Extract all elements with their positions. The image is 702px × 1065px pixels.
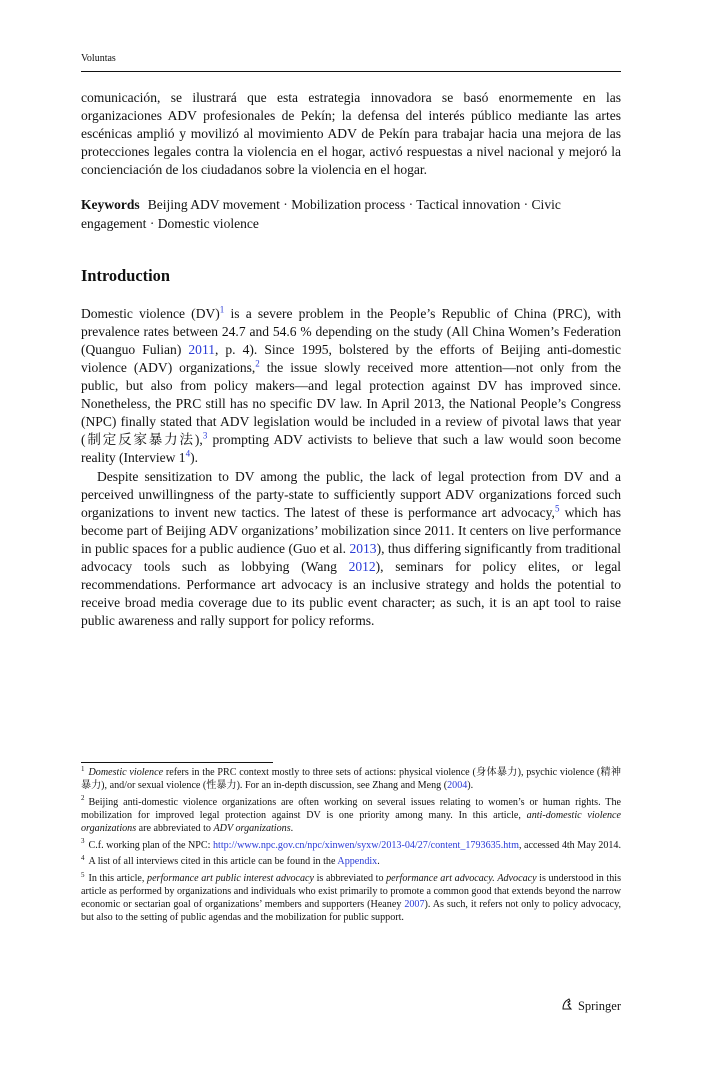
text-run: Beijing anti-domestic violence organizations are often working on several issues relating to women’s or human rights. The mobilization for improved legal protection against DV is one priority among many. In this article, [81,796,621,821]
citation-link[interactable]: 2012 [348,558,376,574]
text-run: refers in the PRC context mostly to three sets of actions: physical violence (身体暴力), psychic violence (精神暴力), and/or sexual violence (性暴力). For an in-depth discussion, see Zhang and Meng ( [81,767,621,791]
text-run: . [290,822,294,834]
paragraph-2 [81,468,621,631]
text-run: performance art advocacy. [386,873,495,885]
footnote-number: 2 [81,794,85,803]
springer-horse-icon [560,997,574,1015]
citation-link[interactable]: 2007 [404,899,425,911]
footnote-number: 5 [81,870,85,879]
footnote-number: 1 [81,764,85,773]
text-run: Domestic violence [88,767,164,778]
running-header: Voluntas [81,53,116,64]
footnote-2 [81,794,621,836]
footnote-ref-2[interactable]: 2 [255,358,260,369]
footnote-5 [81,870,621,925]
keywords-label: Keywords [81,197,140,213]
text-run: the issue slowly received more attention—not only from the public, but also from policy makers—and legal protection against DV has improved since. Nonetheless, the PRC still has no specific DV law. In April 2013, the National People’s Congress (NPC) finally stated that ADV legislation would be included in a review of pivotal laws that year (制定反家暴力法), [81,359,622,448]
header-rule [81,71,621,72]
publisher-name: Springer [577,998,621,1013]
footnote-ref-1[interactable]: 1 [219,304,225,315]
footnote-ref-4[interactable]: 4 [185,448,191,459]
footnote-4 [81,856,621,869]
text-run: is a severe problem in the People’s Republic of China (PRC), with prevalence rates between 24.7 and 54.6 % depending on the study (All China Women’s Federation (Quanguo Fulian) [81,305,621,357]
text-run: is abbreviated to [314,873,387,885]
citation-link[interactable]: 2004 [447,779,468,791]
appendix-link[interactable]: Appendix [337,856,378,868]
text-run: ). [467,779,474,791]
text-run: ), thus differing significantly from traditional advocacy tools such as lobbying (Wang [81,540,621,574]
text-run: , accessed 4th May 2014. [518,839,621,851]
text-run: ). [190,450,198,466]
paragraph-1 [81,305,621,468]
keywords [81,196,621,232]
section-title: Introduction [81,265,170,285]
publisher-logo [560,997,621,1015]
footnote-3 [81,837,621,853]
abstract-tail: comunicación, se ilustrará que esta estrategia innovadora se basó enormemente en las organizaciones ADV profesionales de Pekín; la defensa del interés público mediante las artes escénicas amplió y movilizó al movimiento ADV de Pekín para trabajar hacia una mejora de las protecciones legales contra la violencia en el hogar, activó respuestas a nivel nacional y mejoró la concienciación de los ciudadanos sobre la violencia en el hogar. [81,90,621,178]
citation-link[interactable]: 2013 [349,540,377,556]
text-run: C.f. working plan of the NPC: [88,839,213,851]
text-run: , p. 4). Since 1995, bolstered by the efforts of Beijing anti-domestic violence (ADV) organizations, [81,341,621,375]
citation-link[interactable]: 2011 [188,341,215,357]
text-run: are abbreviated to [136,822,214,834]
text-run: ), seminars for policy elites, or legal recommendations. Performance art advocacy is an inclusive strategy and holds the potential to receive broad media coverage due to its public event character; as such, it is an apt tool to raise public awareness and rally support for policy reforms. [81,558,621,629]
text-run: Domestic violence (DV) [81,305,220,321]
text-run: is understood in this article as performed by organizations and individuals who exist primarily to promote a common good that extends beyond the narrow economic or sectarian goal of organizations’ members and supporters (Heaney [81,873,621,911]
footnote-ref-3[interactable]: 3 [202,430,208,441]
text-run: performance art public interest advocacy [147,873,315,885]
keywords-text: Beijing ADV movement · Mobilization process · Tactical innovation · Civic engagement · Domestic violence [81,197,561,231]
text-run: In this article, [88,873,148,885]
footnote-number: 3 [81,837,85,846]
text-run: which has become part of Beijing ADV organizations’ mobilization since 2011. It centers on live performance in public spaces for a public audience (Guo et al. [81,504,621,556]
footnote-rule [81,762,273,763]
text-run: prompting ADV activists to believe that such a law would soon become reality (Interview 1 [81,432,621,466]
text-run: ). As such, it refers not only to policy advocacy, but also to the setting of public agendas and the mobilization for public support. [81,899,621,924]
npc-url-link[interactable]: http://www.npc.gov.cn/npc/xinwen/syxw/2013-04/27/content_1793635.htm [212,839,519,851]
footnote-ref-5[interactable]: 5 [554,503,560,514]
main-content [81,89,621,630]
text-run: Despite sensitization to DV among the public, the lack of legal protection from DV and a perceived unwillingness of the party-state to sufficiently support ADV organizations forced such organizations to invent new tactics. The latest of these is performance art advocacy, [81,468,621,520]
footnote-1 [81,764,621,793]
text-run: ADV organizations [213,822,291,834]
text-run: anti-domestic violence organizations [81,809,621,834]
footnote-number: 4 [81,854,85,863]
text-run: A list of all interviews cited in this article can be found in the [88,856,338,868]
footnotes [81,762,621,929]
text-run: . [377,856,380,868]
text-run: Advocacy [497,873,537,885]
